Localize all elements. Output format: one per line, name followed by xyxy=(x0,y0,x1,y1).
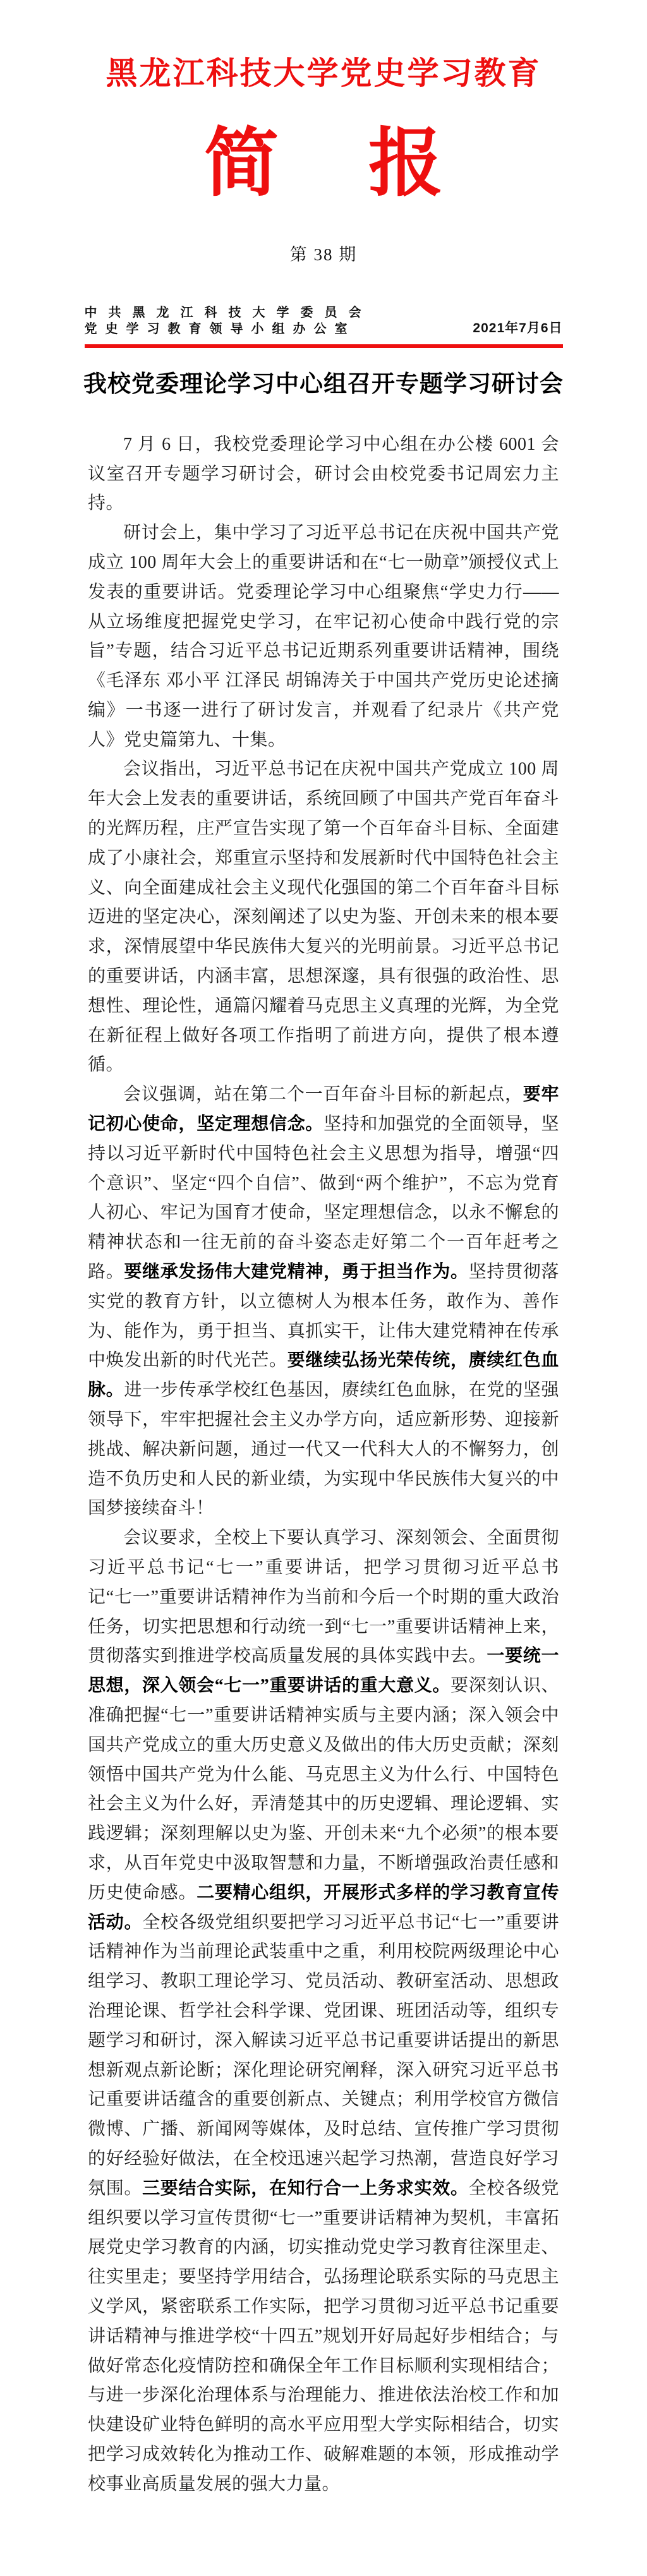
masthead-org-title: 黑龙江科技大学党史学习教育 xyxy=(106,56,541,91)
publisher-block xyxy=(85,304,373,337)
text-run: 会议要求，全校上下要认真学习、深刻领会、全面贯彻习近平总书记“七一”重要讲话，把学习贯彻习近平总书记“七一”重要讲话精神作为当前和今后一个时期的重大政治任务，切实把思想和行动统一到“七一”重要讲话精神上来，贯彻落实到推进学校高质量发展的具体实践中去。 xyxy=(88,1528,559,1666)
paragraph xyxy=(88,755,559,1080)
paragraph xyxy=(88,430,559,519)
paragraph xyxy=(88,1524,559,2499)
text-run: 全校各级党组织要以学习宣传贯彻“七一”重要讲话精神为契机，丰富拓展党史学习教育的内涵，切实推动党史学习教育往深里走、往实里走；要坚持学用结合，弘扬理论联系实际的马克思主义学风，紧密联系工作实际，把学习贯彻习近平总书记重要讲话精神与推进学校“十四五”规划开好局起好步相结合；与做好常态化疫情防控和确保全年工作目标顺利实现相结合；与进一步深化治理体系与治理能力、推进依法治校工作和加快建设矿业特色鲜明的高水平应用型大学实际相结合，切实把学习成效转化为推动工作、破解难题的本领，形成推动学校事业高质量发展的强大力量。 xyxy=(88,2178,559,2494)
paragraph xyxy=(88,519,559,755)
bold-text-run: 二要精心组织，开展形式多样的学习教育宣传活动。 xyxy=(88,1882,559,1932)
text-run: 会议强调，站在第二个一百年奋斗目标的新起点， xyxy=(123,1085,523,1105)
publisher-committee-line: 中共黑龙江科技大学委员会 xyxy=(84,305,373,320)
publisher-row xyxy=(85,304,563,337)
issue-date: 2021年7月6日 xyxy=(473,320,563,335)
bulletin-title-char-2: 报 xyxy=(368,122,444,205)
text-run: 进一步传承学校红色基因，赓续红色血脉，在党的坚强领导下，牢牢把握社会主义办学方向，适应新形势、迎接新挑战、解决新问题，通过一代又一代科大人的不懈努力，创造不负历史和人民的新业绩，为实现中华民族伟大复兴的中国梦接续奋斗！ xyxy=(88,1380,559,1519)
issue-number: 第 38 期 xyxy=(289,244,358,264)
text-run: 7 月 6 日，我校党委理论学习中心组在办公楼 6001 会议室召开专题学习研讨会，研讨会由校党委书记周宏力主持。 xyxy=(88,434,559,514)
text-run: 全校各级党组织要把学习习近平总书记“七一”重要讲话精神作为当前理论武装重中之重，利用校院两级理论中心组学习、教职工理论学习、党员活动、教研室活动、思想政治理论课、哲学社会科学课、党团课、班团活动等，组织专题学习和研讨，深入解读习近平总书记重要讲话提出的新思想新观点新论断；深化理论研究阐释，深入研究习近平总书记重要讲话蕴含的重要创新点、关键点；利用学校官方微信微博、广播、新闻网等媒体，及时总结、宣传推广学习贯彻的好经验好做法，在全校迅速兴起学习热潮，营造良好学习氛围。 xyxy=(88,1912,559,2198)
bold-text-run: 要继承发扬伟大建党精神，勇于担当作为。 xyxy=(124,1262,469,1282)
bold-text-run: 要牢记初心使命，坚定理想信念。 xyxy=(88,1085,559,1135)
text-run: 研讨会上，集中学习了习近平总书记在庆祝中国共产党成立 100 周年大会上的重要讲话和在“七一勋章”颁授仪式上发表的重要讲话。党委理论学习中心组聚焦“学史力行——从立场维度把握党史学习，在牢记初心使命中践行党的宗旨”专题，结合习近平总书记近期系列重要讲话精神，围绕《毛泽东 邓小平 江泽民 胡锦涛关于中国共产党历史论述摘编》一书逐一进行了研讨发言，并观看了纪录片《共产党人》党史篇第九、十集。 xyxy=(88,523,559,750)
text-run: 要深刻认识、准确把握“七一”重要讲话精神实质与主要内涵；深入领会中国共产党成立的重大历史意义及做出的伟大历史贡献；深刻领悟中国共产党为什么能、马克思主义为什么行、中国特色社会主义为什么好，弄清楚其中的历史逻辑、理论逻辑、实践逻辑；深刻理解以史为鉴、开创未来“九个必须”的根本要求，从百年党史中汲取智慧和力量，不断增强政治责任感和历史使命感。 xyxy=(88,1676,559,1903)
article-headline: 我校党委理论学习中心组召开专题学习研讨会 xyxy=(83,370,564,397)
bold-text-run: 一要统一思想，深入领会“七一”重要讲话的重大意义。 xyxy=(88,1646,559,1696)
text-run: 会议指出，习近平总书记在庆祝中国共产党成立 100 周年大会上发表的重要讲话，系统回顾了中国共产党百年奋斗的光辉历程，庄严宣告实现了第一个百年奋斗目标、全面建成了小康社会，郑重宣示坚持和发展新时代中国特色社会主义、向全面建成社会主义现代化强国的第二个百年奋斗目标迈进的坚定决心，深刻阐述了以史为鉴、开创未来的根本要求，深情展望中华民族伟大复兴的光明前景。习近平总书记的重要讲话，内涵丰富，思想深邃，具有很强的政治性、思想性、理论性，通篇闪耀着马克思主义真理的光辉，为全党在新征程上做好各项工作指明了前进方向，提供了根本遵循。 xyxy=(88,759,559,1075)
text-run: 坚持和加强党的全面领导，坚持以习近平新时代中国特色社会主义思想为指导，增强“四个意识”、坚定“四个自信”、做到“两个维护”，不忘为党育人初心、牢记为国育才使命，坚定理想信念，以永不懈怠的精神状态和一往无前的奋斗姿态走好第二个一百年赶考之路。 xyxy=(88,1114,559,1282)
bold-text-run: 三要结合实际，在知行合一上务求实效。 xyxy=(142,2178,469,2198)
article-body xyxy=(88,430,559,2500)
bold-text-run: 要继续弘扬光荣传统，赓续红色血脉。 xyxy=(88,1351,559,1400)
bulletin-title xyxy=(0,122,647,205)
publisher-office-line: 党史学习教育领导小组办公室 xyxy=(84,322,356,336)
paragraph xyxy=(88,1080,559,1524)
masthead-divider-rule xyxy=(85,344,563,348)
text-run: 坚持贯彻落实党的教育方针，以立德树人为根本任务，敢作为、善作为、能作为，勇于担当、真抓实干，让伟大建党精神在传承中焕发出新的时代光芒。 xyxy=(88,1262,559,1371)
bulletin-title-char-1: 简 xyxy=(203,122,279,205)
